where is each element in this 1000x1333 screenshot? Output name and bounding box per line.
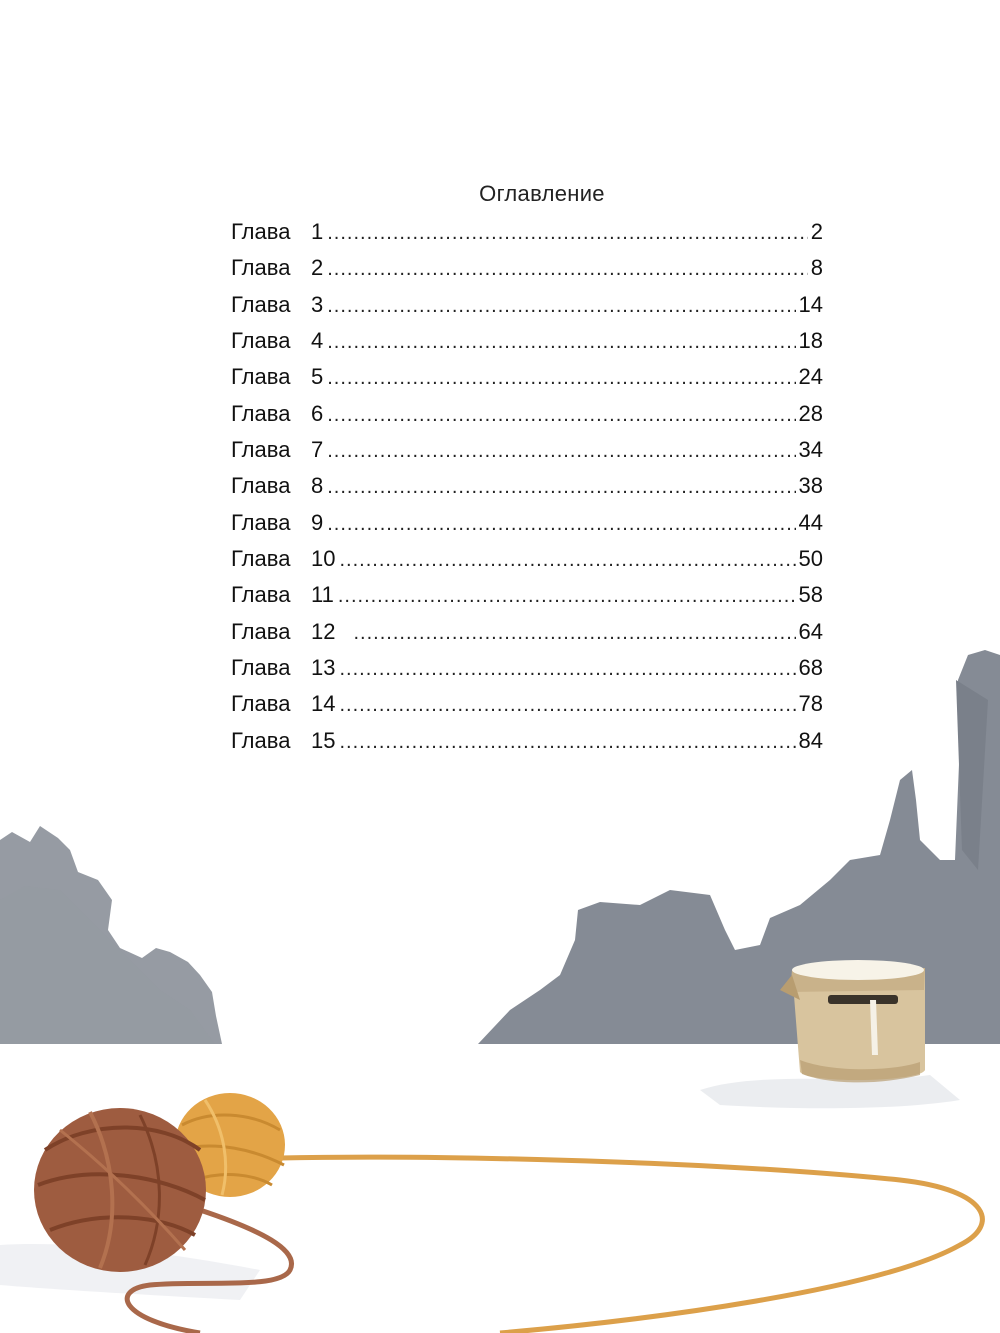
toc-entry-label: Глава: [231, 582, 291, 608]
toc-entry-label: Глава: [231, 255, 291, 281]
toc-entry-label: Глава: [231, 655, 291, 681]
toc-entry-label: Глава: [231, 546, 291, 572]
toc-dot-leader: [339, 651, 795, 687]
toc-entry-page: 64: [798, 618, 823, 644]
toc-dot-leader: [339, 542, 795, 578]
toc-entry-page: 2: [810, 219, 823, 244]
toc-entry-page: 68: [798, 655, 823, 681]
toc-entry-label: Глава: [231, 364, 291, 390]
toc-entry-number: 15: [311, 727, 336, 753]
toc-dot-leader: [327, 215, 808, 251]
toc-entry-number: 13: [311, 655, 336, 681]
toc-entry-number: 14: [311, 691, 336, 717]
toc-entry-label: Глава: [231, 473, 291, 499]
toc-entry[interactable]: [231, 723, 823, 759]
toc-entry-number: 8: [311, 473, 324, 499]
toc-entry-label: Глава: [231, 291, 291, 317]
toc-entry[interactable]: [231, 396, 823, 432]
toc-entry-number: 10: [311, 546, 336, 572]
toc-entry[interactable]: [231, 505, 823, 541]
toc-entry[interactable]: [231, 359, 823, 395]
toc-entry-number: 1: [311, 219, 324, 244]
toc-entry[interactable]: [231, 323, 823, 359]
toc-entry-page: 24: [798, 364, 823, 390]
toc-entry-number: 6: [311, 400, 324, 426]
toc-entry-page: 28: [798, 400, 823, 426]
table-of-contents: [231, 180, 823, 759]
toc-entry[interactable]: [231, 214, 823, 250]
toc-dot-leader: [327, 288, 795, 324]
toc-entry-number: 3: [311, 291, 324, 317]
toc-dot-leader: [327, 360, 795, 396]
toc-dot-leader: [327, 397, 795, 433]
toc-entry[interactable]: [231, 686, 823, 722]
toc-entry-label: Глава: [231, 219, 291, 244]
toc-entry-label: Глава: [231, 437, 291, 463]
toc-entry-number: 9: [311, 509, 324, 535]
toc-entry-page: 34: [798, 437, 823, 463]
toc-entry[interactable]: [231, 614, 823, 650]
toc-entry-label: Глава: [231, 400, 291, 426]
toc-dot-leader: [339, 687, 795, 723]
toc-entry-page: 78: [798, 691, 823, 717]
toc-entry-number: 12: [311, 618, 336, 644]
toc-entry-label: Глава: [231, 328, 291, 354]
toc-dot-leader: [353, 615, 795, 651]
toc-entry-label: Глава: [231, 727, 291, 753]
toc-entry[interactable]: [231, 650, 823, 686]
toc-entry[interactable]: [231, 250, 823, 286]
toc-dot-leader: [327, 433, 795, 469]
toc-entry-page: 14: [798, 291, 823, 317]
toc-entry-number: 11: [311, 582, 334, 608]
jar-illustration: [780, 960, 925, 1082]
toc-entry-page: 18: [798, 328, 823, 354]
toc-dot-leader: [338, 578, 796, 614]
brown-yarn-ball: [34, 1108, 206, 1272]
toc-dot-leader: [339, 724, 795, 760]
toc-entry[interactable]: [231, 432, 823, 468]
toc-dot-leader: [327, 506, 795, 542]
toc-entry-label: Глава: [231, 618, 291, 644]
toc-entry[interactable]: [231, 468, 823, 504]
toc-entry-page: 84: [798, 727, 823, 753]
toc-entry-page: 8: [810, 255, 823, 281]
toc-entry-page: 44: [798, 509, 823, 535]
toc-list: [231, 214, 823, 759]
toc-entry-page: 50: [798, 546, 823, 572]
toc-entry[interactable]: [231, 287, 823, 323]
left-trees-silhouette: [0, 826, 222, 1044]
toc-entry-number: 4: [311, 328, 324, 354]
toc-title: Оглавление: [479, 181, 605, 206]
toc-dot-leader: [327, 469, 795, 505]
toc-entry-number: 5: [311, 364, 324, 390]
toc-dot-leader: [327, 251, 808, 287]
toc-entry[interactable]: [231, 541, 823, 577]
toc-entry-label: Глава: [231, 509, 291, 535]
toc-entry-page: 38: [798, 473, 823, 499]
toc-entry-label: Глава: [231, 691, 291, 717]
toc-entry-number: 2: [311, 255, 324, 281]
toc-entry[interactable]: [231, 577, 823, 613]
toc-entry-number: 7: [311, 437, 324, 463]
toc-entry-page: 58: [798, 582, 823, 608]
toc-dot-leader: [327, 324, 795, 360]
